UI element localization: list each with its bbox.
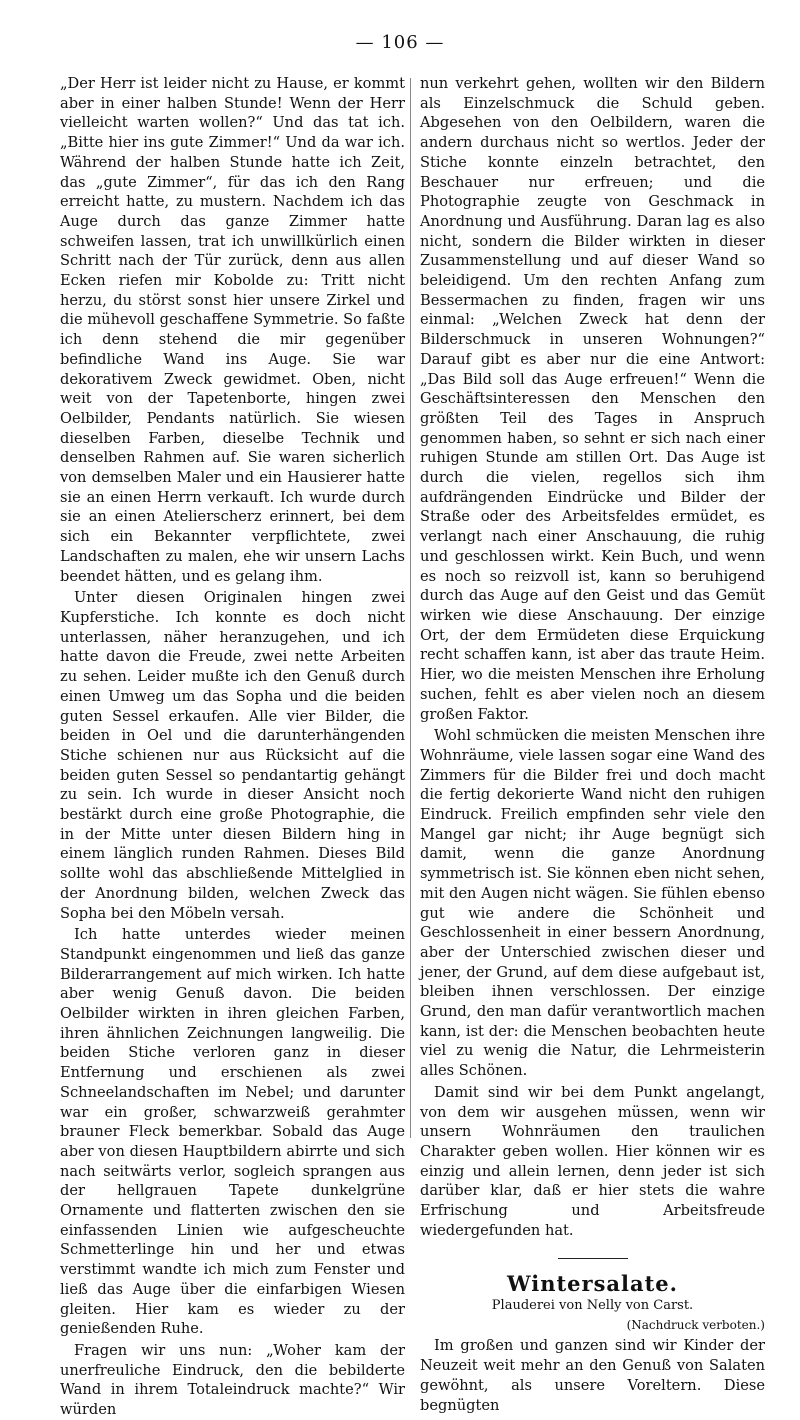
paragraph: Wohl schmücken die meisten Menschen ihre Wohnräume, viele lassen sogar eine Wand des Zimmers für die Bilder frei und doch macht die fertig dekorierte Wand nicht den ruhigen Eindruck. Freilich empfinden sehr viele den Mangel gar nicht; ihr Auge begnügt sich damit, wenn die ganze Anordnung symmetrisch ist. Sie können eben nicht sehen, mit den Augen nicht wägen. Sie fühlen ebenso gut wie andere die Schönheit und Geschlossenheit in einer bessern Anordnung, aber der Unterschied zwischen dieser und jener, der Grund, auf dem diese aufgebaut ist, bleiben ihnen verschlossen. Der einzige Grund, den man dafür verantwortlich machen kann, ist der: die Menschen beobachten heute viel zu wenig die Natur, die Lehrmeisterin alles Schönen. [420,727,765,1080]
reprint-notice: (Nachdruck verboten.) [626,1318,765,1333]
byline: Plauderei von Nelly von Carst. [491,1298,694,1314]
section-divider [558,1258,628,1259]
paragraph: Ich hatte unterdes wieder meinen Standpunkt eingenommen und ließ das ganze Bilderarrangement auf mich wirken. Ich hatte aber wenig Genuß davon. Die beiden Oelbilder wirkten in ihren gleichen Farben, ihren ähnlichen Zeichnungen langweilig. Die beiden Stiche verloren ganz in dieser Entfernung und erschienen als zwei Schneelandschaften im Nebel; und darunter war ein großer, schwarzweiß gerahmter brauner Fleck bemerkbar. Sobald das Auge aber von diesen Hauptbildern abirrte und sich nach seitwärts verlor, sogleich sprangen aus der hellgrauen Tapete dunkelgrüne Ornamente und flatterten zwischen den sie einfassenden Linien wie aufgescheuchte Schmetterlinge hin und her und etwas verstimmt wandte ich mich zum Fenster und ließ das Auge über die einfarbigen Wiesen gleiten. Hier kam es wieder zu der genießenden Ruhe. [60,926,405,1338]
section-title: Wintersalate. [507,1271,678,1297]
paragraph: „Der Herr ist leider nicht zu Hause, er kommt aber in einer halben Stunde! Wenn der Herr vielleicht warten wollen?“ Und das tat ich. „Bitte hier ins gute Zimmer!“ Und da war ich. Während der halben Stunde hatte ich Zeit, das „gute Zimmer“, für das ich den Rang erreicht hatte, zu mustern. Nachdem ich das Auge durch das ganze Zimmer hatte schweifen lassen, trat ich unwillkürlich einen Schritt nach der Tür zurück, denn aus allen Ecken riefen mir Kobolde zu: Tritt nicht herzu, du störst sonst hier unsere Zirkel und die mühevoll geschaffene Symmetrie. So faßte ich denn stehend die mir gegenüber befindliche Wand ins Auge. Sie war dekorativem Zweck gewidmet. Oben, nicht weit von der Tapetenborte, hingen zwei Oelbilder, Pendants natürlich. Sie wiesen dieselben Farben, dieselbe Technik und denselben Rahmen auf. Sie waren sicherlich von demselben Maler und ein Hausierer hatte sie an einen Herrn verkauft. Ich wurde durch sie an einen Atelierscherz erinnert, bei dem sich ein Bekannter verpflichtete, zwei Landschaften zu malen, ehe wir unsern Lachs beendet hätten, und es gelang ihm. [60,75,405,585]
paragraph: Unter diesen Originalen hingen zwei Kupferstiche. Ich konnte es doch nicht unterlassen, näher heranzugehen, und ich hatte davon die Freude, zwei nette Arbeiten zu sehen. Leider mußte ich den Genuß durch einen Umweg um das Sopha und die beiden guten Sessel erkaufen. Alle vier Bilder, die beiden in Oel und die darunterhängenden Stiche schienen nur aus Rücksicht auf die beiden guten Sessel so pendantartig gehängt zu sein. Ich wurde in dieser Ansicht noch bestärkt durch eine große Photographie, die in der Mitte unter diesen Bildern hing in einem länglich runden Rahmen. Dieses Bild sollte wohl das abschließende Mittelglied in der Anordnung bilden, welchen Zweck das Sopha bei den Möbeln versah. [60,589,405,922]
right-column [420,74,765,1415]
page-number: — 106 — [355,32,445,53]
paragraph: Fragen wir uns nun: „Woher kam der unerfreuliche Eindruck, den die bebilderte Wand in ihrem Totaleindruck machte?“ Wir würden [60,1342,405,1419]
left-column [60,74,405,1420]
paragraph: Damit sind wir bei dem Punkt angelangt, von dem wir ausgehen müssen, wenn wir unsern Wohnräumen den traulichen Charakter geben wollen. Hier können wir es einzig und allein lernen, denn jeder ist sich darüber klar, daß er hier stets die wahre Erfrischung und Arbeitsfreude wiedergefunden hat. [420,1083,765,1239]
column-divider [410,78,411,1138]
paragraph: nun verkehrt gehen, wollten wir den Bildern als Einzelschmuck die Schuld geben. Abgesehen von den Oelbildern, waren die andern durchaus nicht so wertlos. Jeder der Stiche konnte einzeln betrachtet, den Beschauer nur erfreuen; und die Photographie zeugte von Geschmack in Anordnung und Ausführung. Daran lag es also nicht, sondern die Bilder wirkten in dieser Zusammenstellung und auf dieser Wand so beleidigend. Um den rechten Anfang zum Bessermachen zu finden, fragen wir uns einmal: „Welchen Zweck hat denn der Bilderschmuck in unseren Wohnungen?“ Darauf gibt es aber nur die eine Antwort: „Das Bild soll das Auge erfreuen!“ Wenn die Geschäftsinteressen den Menschen den größten Teil des Tages in Anspruch genommen haben, so sehnt er sich nach einer ruhigen Stunde am stillen Ort. Das Auge ist durch die vielen, regellos sich ihm aufdrängenden Eindrücke und Bilder der Straße oder des Arbeitsfeldes ermüdet, es verlangt nach einer Anschauung, die ruhig und geschlossen wirkt. Kein Buch, und wenn es noch so reizvoll ist, kann so beruhigend durch das Auge auf den Geist und das Gemüt wirken wie diese Anschauung. Der einzige Ort, der dem Ermüdeten diese Erquickung recht schaffen kann, ist aber das traute Heim. Hier, wo die meisten Menschen ihre Erholung suchen, fehlt es aber vielen noch an diesem großen Faktor. [420,75,765,723]
paragraph: Im großen und ganzen sind wir Kinder der Neuzeit weit mehr an den Genuß von Salaten gewöhnt, als unsere Voreltern. Diese begnügten [420,1337,765,1414]
